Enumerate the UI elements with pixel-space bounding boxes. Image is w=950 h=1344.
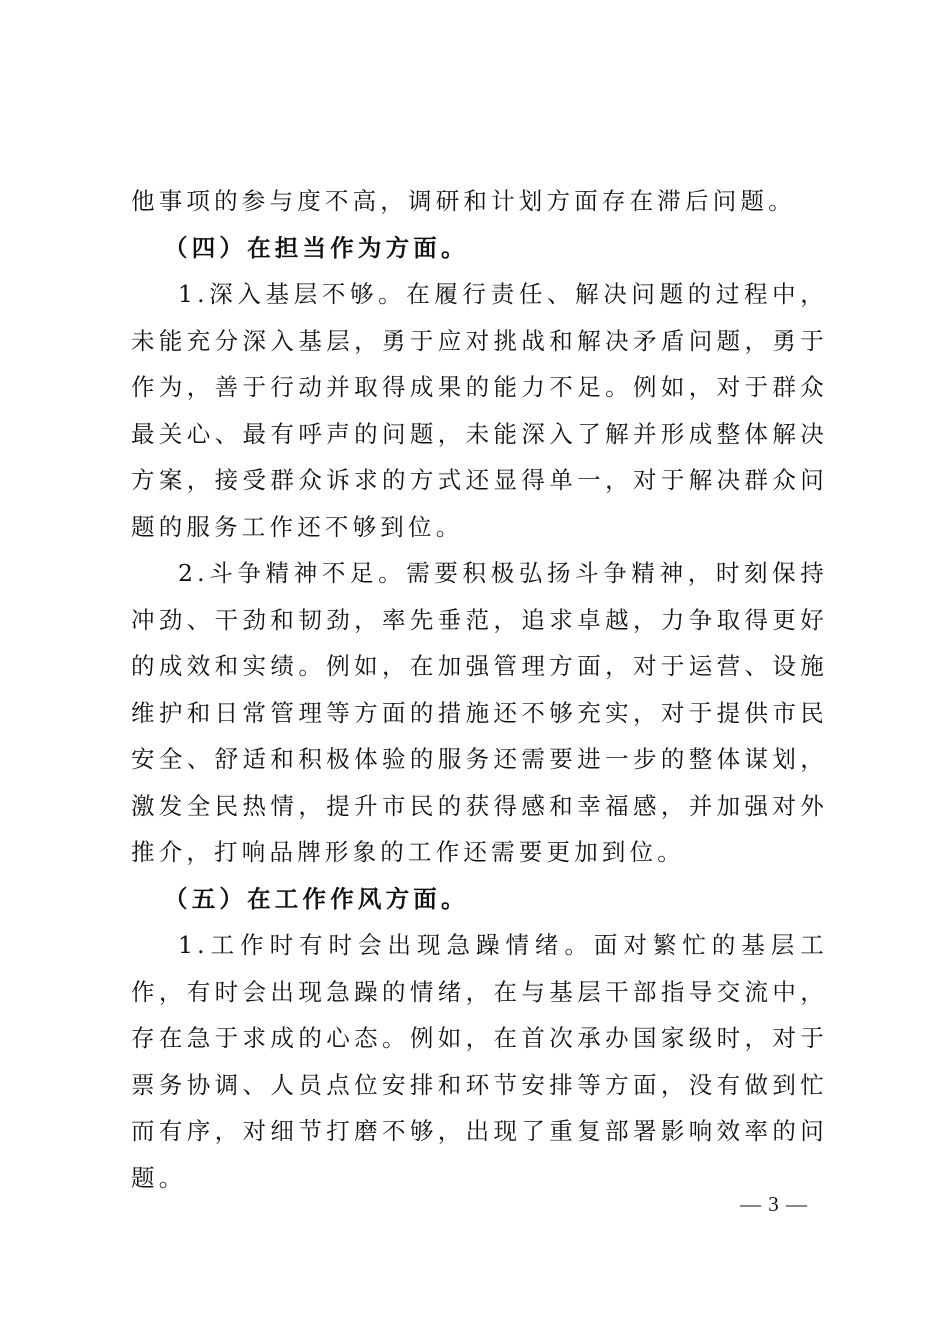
paragraph-5-1: 1.工作时有时会出现急躁情绪。面对繁忙的基层工作，有时会出现急躁的情绪，在与基层干部指导交流中，存在急于求成的心态。例如，在首次承办国家级时，对于票务协调、人员点位安排和环节安排等方面，没有做到忙而有序，对细节打磨不够，出现了重复部署影响效率的问题。 [131, 931, 828, 1192]
section-heading-4: （四）在担当作为方面。 [164, 233, 469, 262]
section-heading-5: （五）在工作作风方面。 [164, 884, 469, 913]
paragraph-continuation: 他事项的参与度不高，调研和计划方面存在滞后问题。 [131, 187, 796, 215]
page-number: — 3 — [740, 1192, 808, 1216]
paragraph-4-1: 1.深入基层不够。在履行责任、解决问题的过程中，未能充分深入基层，勇于应对挑战和解决矛盾问题，勇于作为，善于行动并取得成果的能力不足。例如，对于群众最关心、最有呼声的问题，未能深入了解并形成整体解决方案，接受群众诉求的方式还显得单一，对于解决群众问题的服务工作还不够到位。 [131, 280, 828, 541]
paragraph-4-2: 2.斗争精神不足。需要积极弘扬斗争精神，时刻保持冲劲、干劲和韧劲，率先垂范，追求卓越，力争取得更好的成效和实绩。例如，在加强管理方面，对于运营、设施维护和日常管理等方面的措施还不够充实，对于提供市民安全、舒适和积极体验的服务还需要进一步的整体谋划，激发全民热情，提升市民的获得感和幸福感，并加强对外推介，打响品牌形象的工作还需要更加到位。 [131, 559, 828, 866]
document-body [131, 178, 828, 1201]
